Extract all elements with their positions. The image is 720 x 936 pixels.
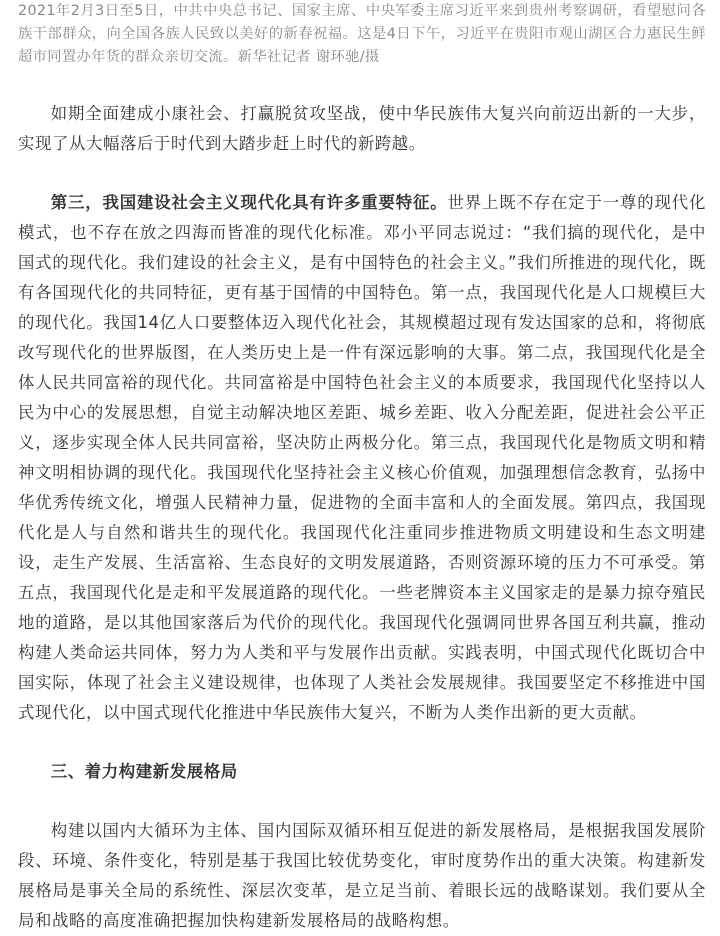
photo-caption: 2021年2月3日至5日，中共中央总书记、国家主席、中央军委主席习近平来到贵州考察调研，看望慰问各族干部群众，向全国各族人民致以美好的新春祝福。这是4日下午，习近平在贵阳市观山湖区合力惠民生鲜超市同置办年货的群众亲切交流。新华社记者 谢环驰/摄 xyxy=(18,3,706,66)
paragraph-3: 构建以国内大循环为主体、国内国际双循环相互促进的新发展格局，是根据我国发展阶段、环境、条件变化，特别是基于我国比较优势变化，审时度势作出的重大决策。构建新发展格局是事关全局的系统性、深层次变革，是立足当前、着眼长远的战略谋划。我们要从全局和战略的高度准确把握加快构建新发展格局的战略构想。 xyxy=(18,820,706,930)
section-heading: 三、着力构建新发展格局 xyxy=(50,761,238,781)
paragraph-2 xyxy=(18,188,706,728)
paragraph-1: 如期全面建成小康社会、打赢脱贫攻坚战，使中华民族伟大复兴向前迈出新的一大步，实现了从大幅落后于时代到大踏步赶上时代的新跨越。 xyxy=(18,103,706,153)
paragraph-2-body: 世界上既不存在定于一尊的现代化模式，也不存在放之四海而皆准的现代化标准。邓小平同志说过：“我们搞的现代化，是中国式的现代化。我们建设的社会主义，是有中国特色的社会主义。”我们所推进的现代化，既有各国现代化的共同特征，更有基于国情的中国特色。第一点，我国现代化是人口规模巨大的现代化。我国14亿人口要整体迈入现代化社会，其规模超过现有发达国家的总和，将彻底改写现代化的世界版图，在人类历史上是一件有深远影响的大事。第二点，我国现代化是全体人民共同富裕的现代化。共同富裕是中国特色社会主义的本质要求，我国现代化坚持以人民为中心的发展思想，自觉主动解决地区差距、城乡差距、收入分配差距，促进社会公平正义，逐步实现全体人民共同富裕，坚决防止两极分化。第三点，我国现代化是物质文明和精神文明相协调的现代化。我国现代化坚持社会主义核心价值观，加强理想信念教育，弘扬中华优秀传统文化，增强人民精神力量，促进物的全面丰富和人的全面发展。第四点，我国现代化是人与自然和谐共生的现代化。我国现代化注重同步推进物质文明建设和生态文明建设，走生产发展、生活富裕、生态良好的文明发展道路，否则资源环境的压力不可承受。第五点，我国现代化是走和平发展道路的现代化。一些老牌资本主义国家走的是暴力掠夺殖民地的道路，是以其他国家落后为代价的现代化。我国现代化强调同世界各国互利共赢，推动构建人类命运共同体，努力为人类和平与发展作出贡献。实践表明，中国式现代化既切合中国实际，体现了社会主义建设规律，也体现了人类社会发展规律。我国要坚定不移推进中国式现代化，以中国式现代化推进中华民族伟大复兴，不断为人类作出新的更大贡献。 xyxy=(18,192,706,722)
paragraph-2-lead: 第三，我国建设社会主义现代化具有许多重要特征。 xyxy=(50,192,448,212)
